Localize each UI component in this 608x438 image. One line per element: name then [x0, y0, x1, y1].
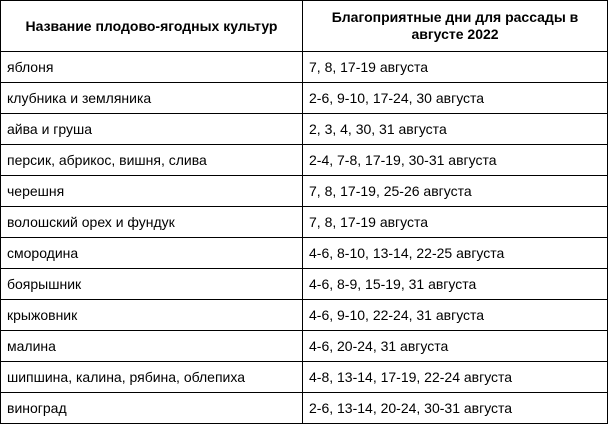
- days-cell: 4-8, 13-14, 17-19, 22-24 августа: [303, 362, 608, 393]
- table-row: [1, 52, 608, 83]
- days-cell: 4-6, 8-10, 13-14, 22-25 августа: [303, 238, 608, 269]
- table-header-row: [1, 1, 608, 52]
- days-cell: 7, 8, 17-19 августа: [303, 207, 608, 238]
- crop-cell: волошский орех и фундук: [1, 207, 303, 238]
- table-row: [1, 393, 608, 424]
- table-row: [1, 176, 608, 207]
- crop-cell: крыжовник: [1, 300, 303, 331]
- table-row: [1, 269, 608, 300]
- table-row: [1, 362, 608, 393]
- table-row: [1, 83, 608, 114]
- table-row: [1, 114, 608, 145]
- table-row: [1, 300, 608, 331]
- days-cell: 4-6, 9-10, 22-24, 31 августа: [303, 300, 608, 331]
- crop-cell: смородина: [1, 238, 303, 269]
- days-cell: 4-6, 8-9, 15-19, 31 августа: [303, 269, 608, 300]
- crop-cell: айва и груша: [1, 114, 303, 145]
- crop-cell: черешня: [1, 176, 303, 207]
- crop-cell: клубника и земляника: [1, 83, 303, 114]
- table-row: [1, 331, 608, 362]
- crop-cell: виноград: [1, 393, 303, 424]
- days-cell: 2-4, 7-8, 17-19, 30-31 августа: [303, 145, 608, 176]
- days-cell: 2-6, 13-14, 20-24, 30-31 августа: [303, 393, 608, 424]
- days-cell: 2-6, 9-10, 17-24, 30 августа: [303, 83, 608, 114]
- crop-cell: боярышник: [1, 269, 303, 300]
- days-cell: 2, 3, 4, 30, 31 августа: [303, 114, 608, 145]
- crop-cell: яблоня: [1, 52, 303, 83]
- header-crop-name: Название плодово-ягодных культур: [1, 1, 303, 52]
- table-row: [1, 207, 608, 238]
- table-row: [1, 145, 608, 176]
- days-cell: 7, 8, 17-19 августа: [303, 52, 608, 83]
- table-row: [1, 238, 608, 269]
- header-favorable-days: Благоприятные дни для рассады в августе 2022: [303, 1, 608, 52]
- days-cell: 4-6, 20-24, 31 августа: [303, 331, 608, 362]
- days-cell: 7, 8, 17-19, 25-26 августа: [303, 176, 608, 207]
- crop-cell: шипшина, калина, рябина, облепиха: [1, 362, 303, 393]
- crop-cell: малина: [1, 331, 303, 362]
- crop-cell: персик, абрикос, вишня, слива: [1, 145, 303, 176]
